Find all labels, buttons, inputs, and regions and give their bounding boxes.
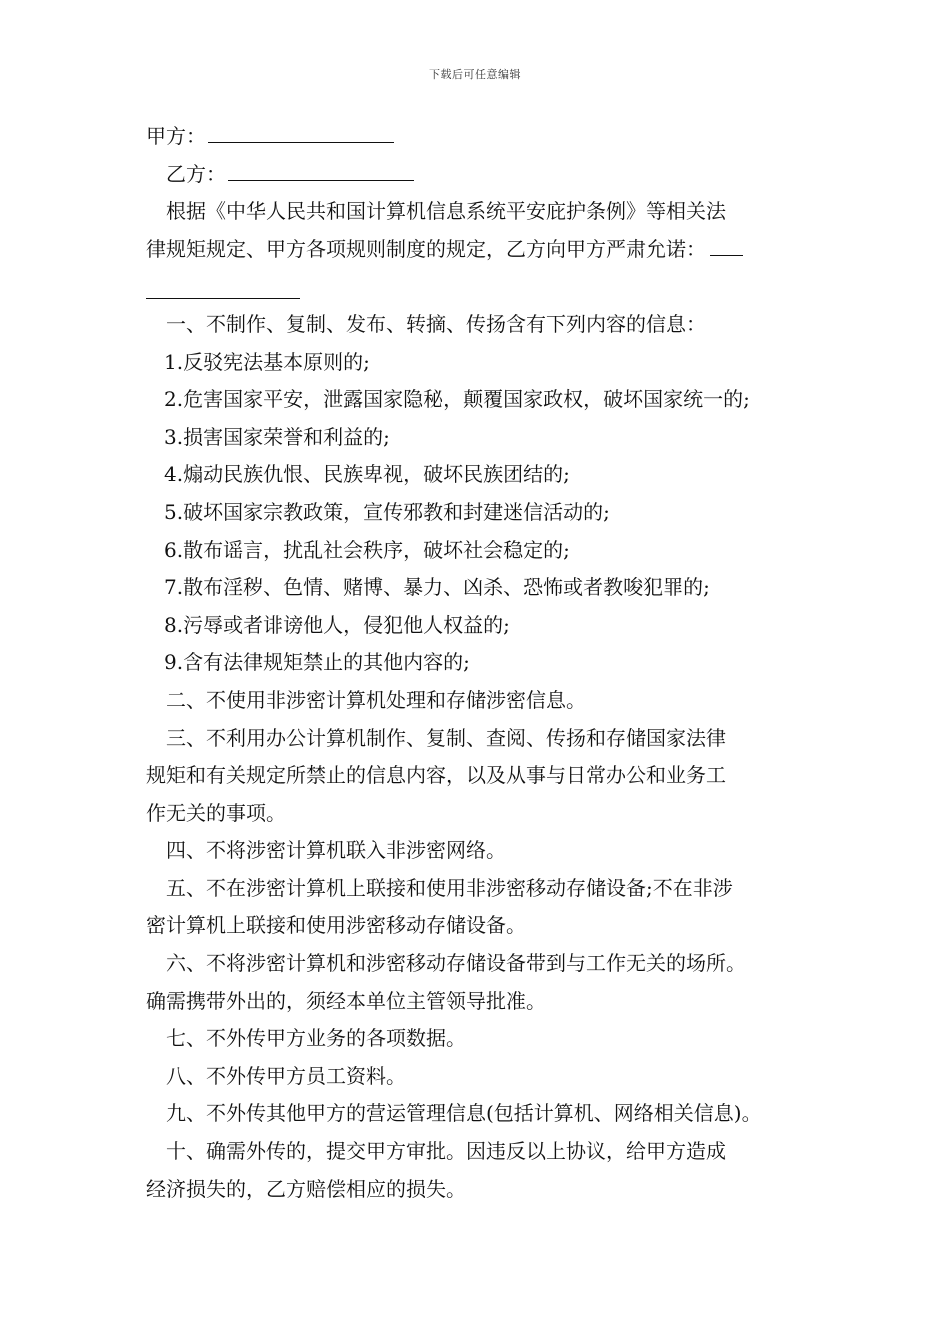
header-note: 下载后可任意编辑: [429, 68, 521, 81]
clause-1-item: 7.散布淫秽、色情、赌博、暴力、凶杀、恐怖或者教唆犯罪的;: [164, 575, 710, 600]
clause-5-line-1: 五、不在涉密计算机上联接和使用非涉密移动存储设备;不在非涉: [166, 875, 733, 900]
intro-blank-line: [146, 268, 814, 306]
intro-line-2-text: 律规矩规定、甲方各项规则制度的规定，乙方向甲方严肃允诺：: [146, 236, 706, 261]
clause-6-line-1: 六、不将涉密计算机和涉密移动存储设备带到与工作无关的场所。: [166, 951, 746, 976]
clause-5-line-2: 密计算机上联接和使用涉密移动存储设备。: [146, 913, 526, 938]
clause-9: 九、不外传其他甲方的营运管理信息(包括计算机、网络相关信息)。: [166, 1101, 762, 1126]
party-a-label: 甲方：: [146, 124, 206, 148]
intro-full-blank: [146, 276, 300, 299]
clause-8: 八、不外传甲方员工资料。: [166, 1063, 406, 1088]
clause-3-line-3: 作无关的事项。: [146, 800, 286, 825]
clause-1-item: 8.污辱或者诽谤他人，侵犯他人权益的;: [164, 612, 510, 637]
clause-1-title: 一、不制作、复制、发布、转摘、传扬含有下列内容的信息：: [166, 311, 706, 336]
party-b-line: [146, 156, 814, 194]
intro-tail-blank: [710, 233, 743, 256]
clause-1-item: 4.煽动民族仇恨、民族卑视，破坏民族团结的;: [164, 462, 570, 487]
clause-3-line-1: 三、不利用办公计算机制作、复制、查阅、传扬和存储国家法律: [166, 725, 726, 750]
clause-1-item: 5.破坏国家宗教政策，宣传邪教和封建迷信活动的;: [164, 499, 610, 524]
party-a-line: [146, 118, 814, 156]
clause-7: 七、不外传甲方业务的各项数据。: [166, 1026, 466, 1051]
party-a-blank: [208, 120, 394, 143]
clause-1-item: 2.危害国家平安，泄露国家隐秘，颠覆国家政权，破坏国家统一的;: [164, 387, 750, 412]
clause-10-line-2: 经济损失的，乙方赔偿相应的损失。: [146, 1176, 466, 1201]
party-b-blank: [228, 158, 414, 181]
party-b-label: 乙方：: [166, 161, 226, 186]
clause-1-item: 1.反驳宪法基本原则的;: [164, 349, 370, 374]
intro-line-1: 根据《中华人民共和国计算机信息系统平安庇护条例》等相关法: [166, 199, 726, 224]
clause-2: 二、不使用非涉密计算机处理和存储涉密信息。: [166, 687, 586, 712]
clause-6-line-2: 确需携带外出的，须经本单位主管领导批准。: [146, 988, 546, 1013]
intro-line-2: [146, 231, 814, 269]
clause-1-item: 9.含有法律规矩禁止的其他内容的;: [164, 650, 470, 675]
clause-4: 四、不将涉密计算机联入非涉密网络。: [166, 838, 506, 863]
clause-10-line-1: 十、确需外传的，提交甲方审批。因违反以上协议，给甲方造成: [166, 1139, 726, 1164]
document-body: [146, 118, 814, 1208]
clause-1-item: 3.损害国家荣誉和利益的;: [164, 424, 390, 449]
clause-1-item: 6.散布谣言，扰乱社会秩序，破坏社会稳定的;: [164, 537, 570, 562]
clause-3-line-2: 规矩和有关规定所禁止的信息内容，以及从事与日常办公和业务工: [146, 763, 726, 788]
